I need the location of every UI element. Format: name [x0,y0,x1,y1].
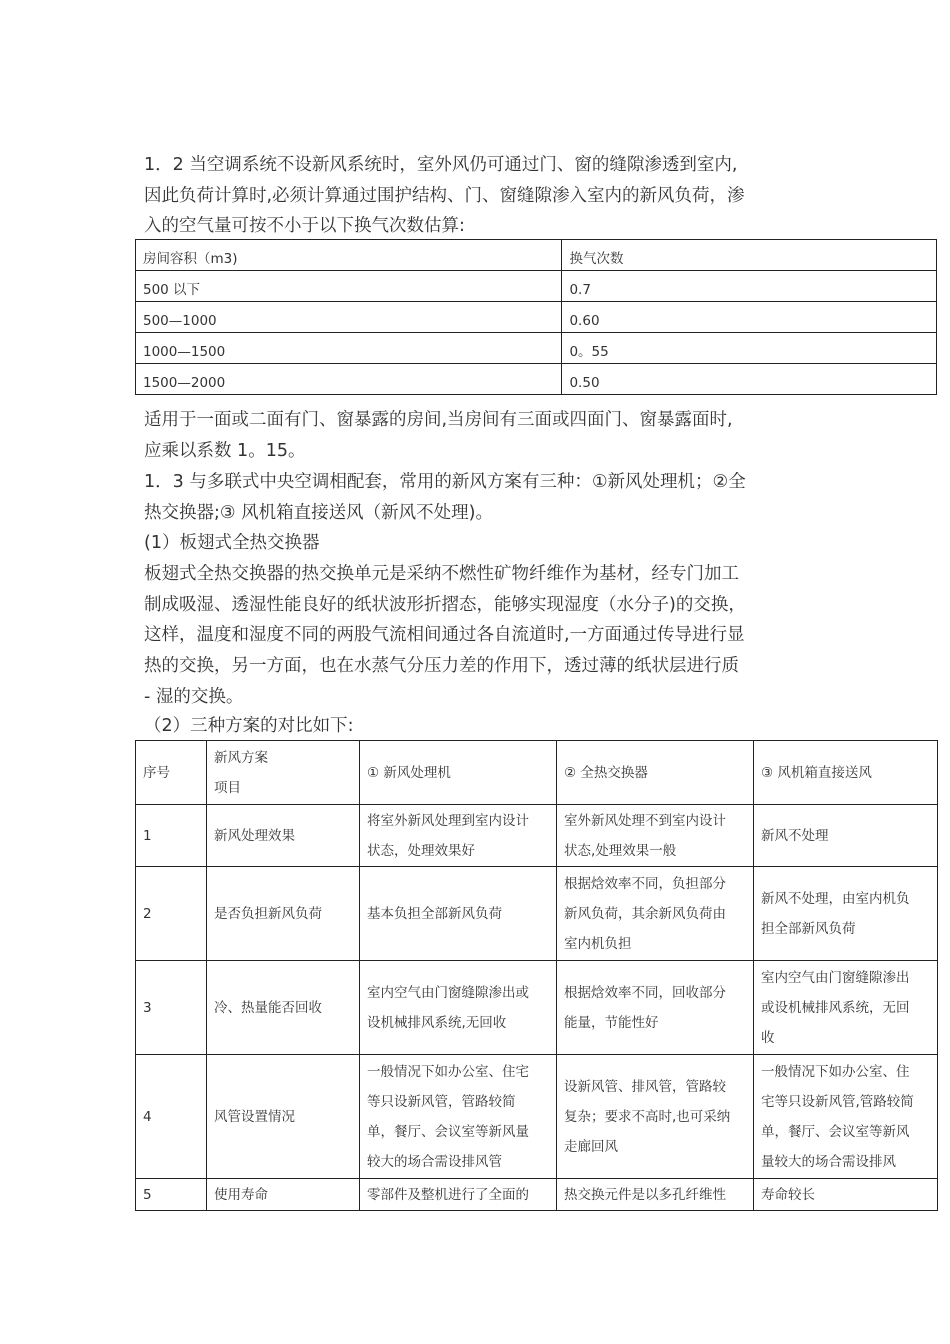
option-3-cell [754,1179,938,1211]
cell-line: 新风不处理，由室内机负 [761,890,910,907]
paragraph-5-line-3: 这样，温度和湿度不同的两股气流相间通过各自流道时,一方面通过传导进行显 [144,625,745,645]
paragraph-3-line-2: 热交换器;③ 风机箱直接送风（新风不处理)。 [144,503,493,523]
table-row [136,867,938,961]
cell-line: 根据焓效率不同，回收部分 [564,984,726,1001]
option-2-cell [557,805,754,867]
cell-line: 一般情况下如办公室、住宅 [367,1063,529,1080]
air-change-table [135,239,937,395]
cell-line: 设新风管、排风管，管路较 [564,1078,726,1095]
cell-line: 零部件及整机进行了全面的 [367,1186,529,1203]
paragraph-5-line-1: 板翅式全热交换器的热交换单元是采纳不燃性矿物纤维作为基材，经专门加工 [144,564,739,584]
air-changes-cell: 0.60 [562,302,937,333]
table-row [136,271,937,302]
row-no: 2 [136,867,207,961]
cell-line: 能量，节能性好 [564,1014,659,1031]
cell-line: 室内空气由门窗缝隙渗出或 [367,984,529,1001]
cell-line: 基本负担全部新风负荷 [367,905,502,922]
row-no: 4 [136,1055,207,1179]
cell-line: 新风不处理 [761,827,829,844]
cell-line: 单，餐厅、会议室等新风 [761,1123,910,1140]
table-row [136,1055,938,1179]
cell-line: 状态,处理效果一般 [564,842,677,859]
option-3-cell [754,805,938,867]
header-item-line-2: 项目 [214,779,241,796]
cell-line: 热交换元件是以多孔纤维性 [564,1186,726,1203]
option-3-cell [754,867,938,961]
paragraph-5-line-5: - 湿的交换。 [144,687,244,707]
air-changes-cell: 0.50 [562,364,937,395]
cell-line: 宅等只设新风管,管路较简 [761,1093,914,1110]
cell-line: 一般情况下如办公室、住 [761,1063,910,1080]
cell-line: 状态，处理效果好 [367,842,475,859]
row-no: 5 [136,1179,207,1211]
cell-line: 新风负荷，其余新风负荷由 [564,905,726,922]
header-item-line-1: 新风方案 [214,749,268,766]
cell-line: 根据焓效率不同，负担部分 [564,875,726,892]
table-row [136,1179,938,1211]
cell-line: 等只设新风管，管路较简 [367,1093,516,1110]
paragraph-5-line-4: 热的交换，另一方面，也在水蒸气分压力差的作用下，透过薄的纸状层进行质 [144,656,739,676]
cell-line: 室内机负担 [564,935,632,952]
paragraph-2-line-1: 适用于一面或二面有门、窗暴露的房间,当房间有三面或四面门、窗暴露面时, [144,410,733,430]
option-2-cell [557,961,754,1055]
row-item: 是否负担新风负荷 [207,867,360,961]
table-header-row [136,741,938,805]
header-no: 序号 [136,741,207,805]
cell-line: 量较大的场合需设排风 [761,1153,896,1170]
cell-line: 室外新风处理不到室内设计 [564,812,726,829]
table-row [136,364,937,395]
room-volume-cell: 500 以下 [136,271,562,302]
row-item: 使用寿命 [207,1179,360,1211]
scheme-comparison-table [135,740,938,1211]
option-2-cell [557,867,754,961]
row-no: 3 [136,961,207,1055]
room-volume-cell: 1500—2000 [136,364,562,395]
air-changes-cell: 0。55 [562,333,937,364]
option-1-cell [360,1055,557,1179]
cell-line: 复杂；要求不高时,也可采纳 [564,1108,731,1125]
table-row [136,805,938,867]
option-1-cell [360,805,557,867]
table-row [136,302,937,333]
option-1-cell [360,1179,557,1211]
paragraph-2-line-2: 应乘以系数 1。15。 [144,441,306,461]
cell-line: 单，餐厅、会议室等新风量 [367,1123,529,1140]
room-volume-cell: 1000—1500 [136,333,562,364]
paragraph-1-line-2: 因此负荷计算时,必须计算通过围护结构、门、窗缝隙渗入室内的新风负荷，渗 [144,186,745,206]
header-option-3: ③ 风机箱直接送风 [754,741,938,805]
cell-line: 将室外新风处理到室内设计 [367,812,529,829]
table-header-row [136,240,937,271]
paragraph-1-line-3: 入的空气量可按不小于以下换气次数估算: [144,216,465,236]
air-changes-cell: 0.7 [562,271,937,302]
cell-line: 收 [761,1029,775,1046]
paragraph-1-line-1: 1．2 当空调系统不设新风系统时，室外风仍可通过门、窗的缝隙渗透到室内, [144,155,738,175]
cell-line: 较大的场合需设排风管 [367,1153,502,1170]
cell-line: 设机械排风系统,无回收 [367,1014,507,1031]
header-air-changes: 换气次数 [562,240,937,271]
option-3-cell [754,1055,938,1179]
row-no: 1 [136,805,207,867]
option-1-cell [360,867,557,961]
paragraph-3-line-1: 1．3 与多联式中央空调相配套，常用的新风方案有三种：①新风处理机；②全 [144,472,746,492]
option-2-cell [557,1055,754,1179]
cell-line: 担全部新风负荷 [761,920,856,937]
row-item: 冷、热量能否回收 [207,961,360,1055]
subheading-comparison: （2）三种方案的对比如下: [144,716,354,736]
paragraph-5-line-2: 制成吸湿、透湿性能良好的纸状波形折摺态，能够实现湿度（水分子)的交换， [144,595,746,615]
cell-line: 或设机械排风系统，无回 [761,999,910,1016]
option-2-cell [557,1179,754,1211]
room-volume-cell: 500—1000 [136,302,562,333]
table-row [136,961,938,1055]
row-item: 风管设置情况 [207,1055,360,1179]
header-room-volume: 房间容积（m3) [136,240,562,271]
cell-line: 室内空气由门窗缝隙渗出 [761,969,910,986]
option-3-cell [754,961,938,1055]
table-row [136,333,937,364]
row-item: 新风处理效果 [207,805,360,867]
subheading-plate-fin: (1）板翅式全热交换器 [144,533,320,553]
header-item [207,741,360,805]
option-1-cell [360,961,557,1055]
header-option-1: ① 新风处理机 [360,741,557,805]
cell-line: 走廊回风 [564,1138,618,1155]
header-option-2: ② 全热交换器 [557,741,754,805]
cell-line: 寿命较长 [761,1186,815,1203]
